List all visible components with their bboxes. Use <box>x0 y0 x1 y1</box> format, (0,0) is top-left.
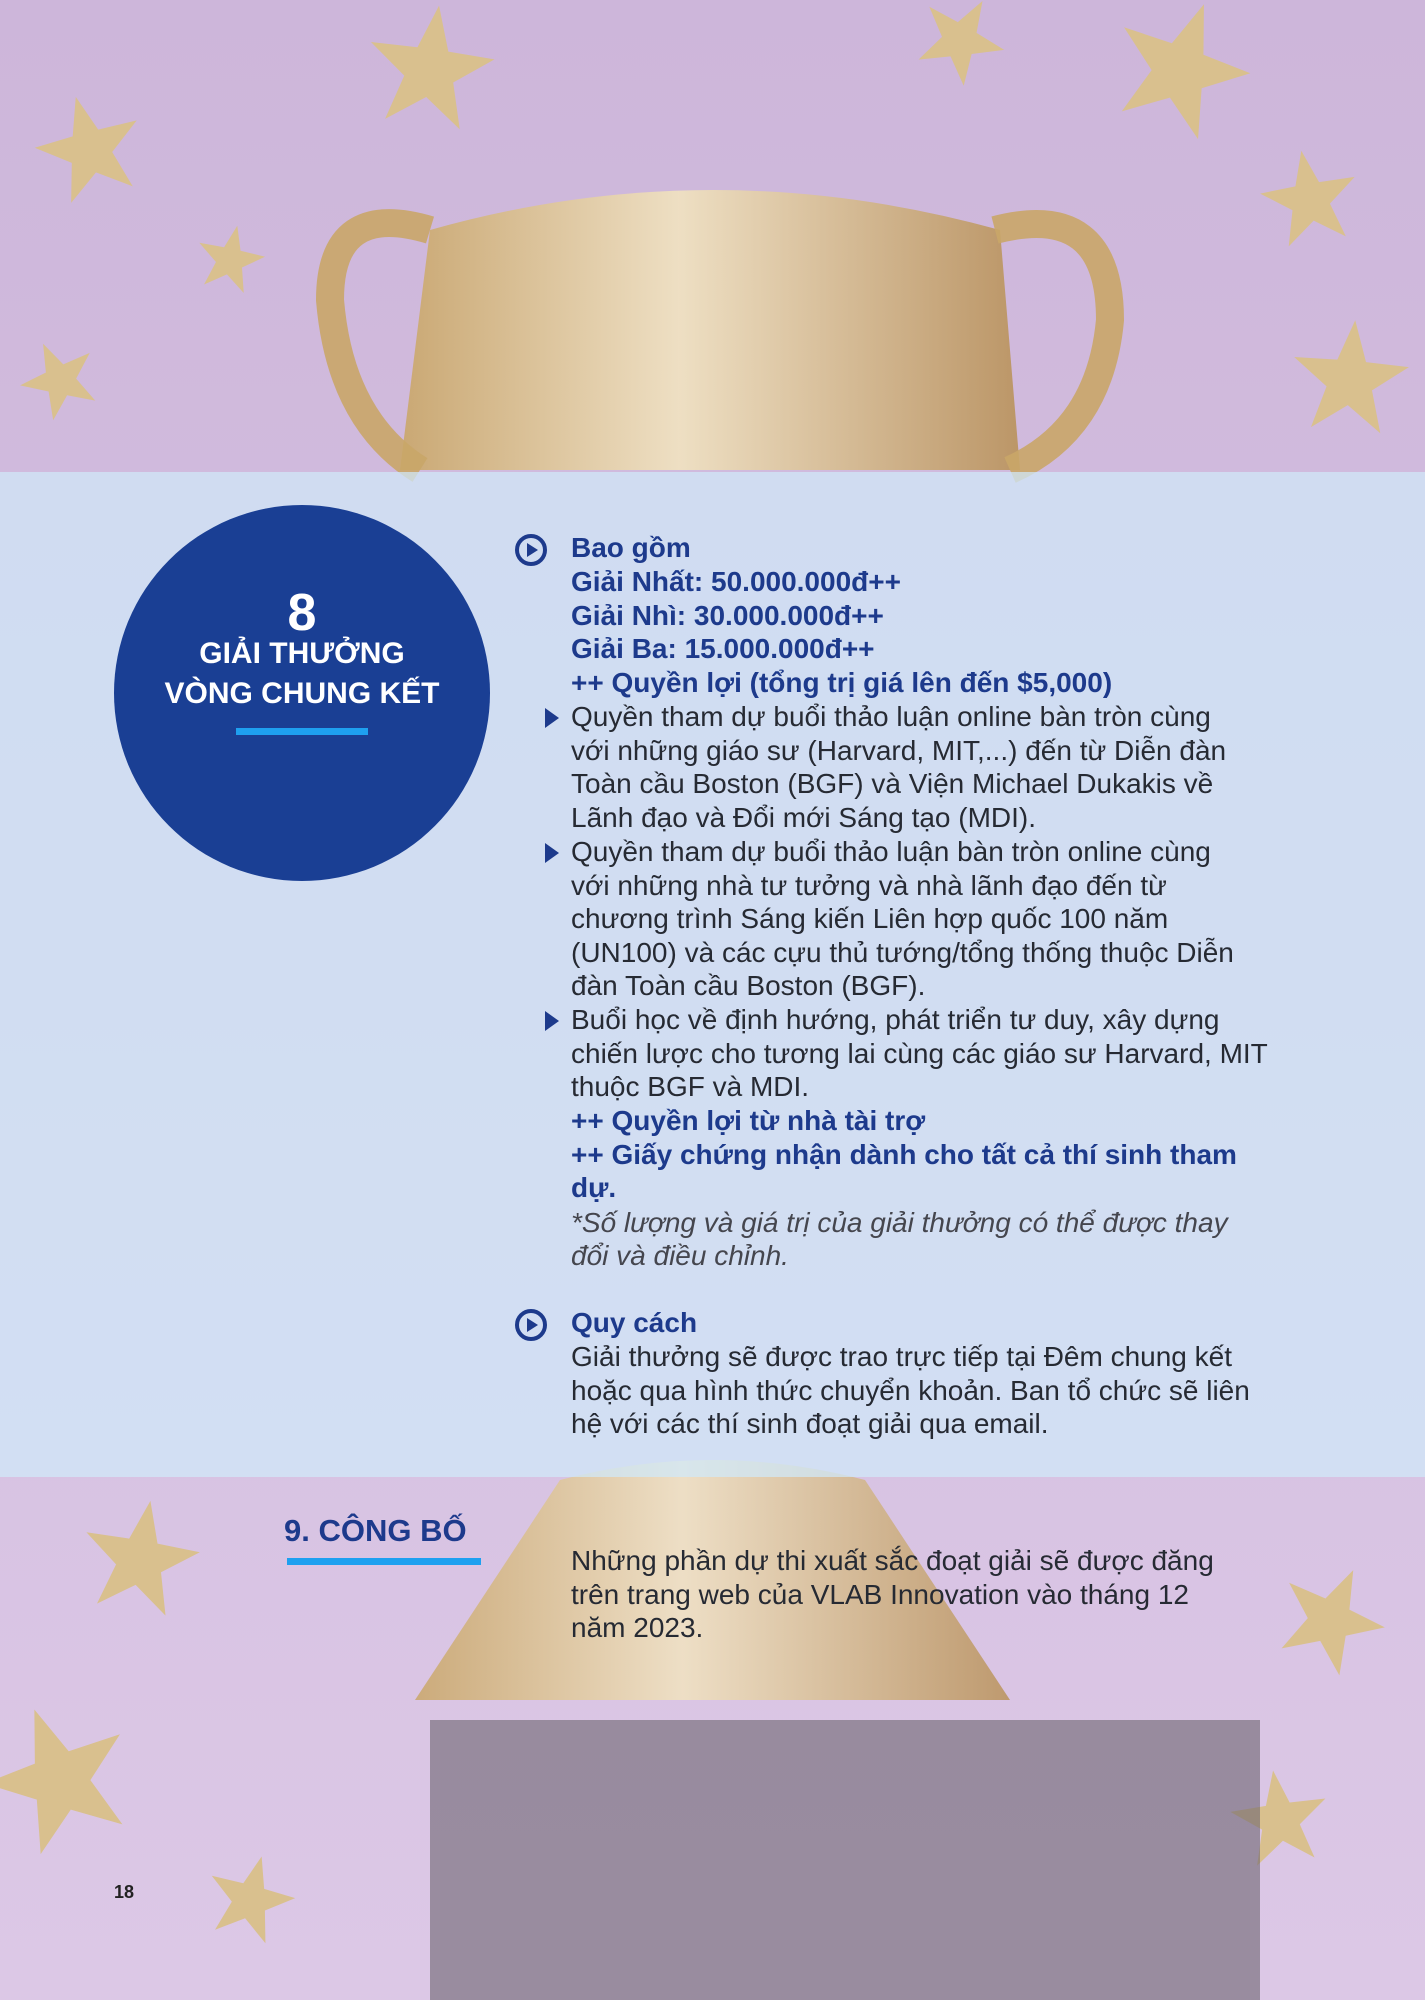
second-prize: Giải Nhì: 30.000.000đ++ <box>571 600 884 631</box>
bullet-triangle-icon <box>545 1011 559 1031</box>
bullet-1-line-1: Quyền tham dự buổi thảo luận online bàn tròn cùng <box>571 701 1211 732</box>
announce-line-1: Những phần dự thi xuất sắc đoạt giải sẽ được đăng <box>571 1545 1214 1576</box>
rules-line-1: Giải thưởng sẽ được trao trực tiếp tại Đêm chung kết <box>571 1341 1233 1372</box>
rules-heading: Quy cách <box>571 1307 698 1338</box>
bullet-3-line-2: chiến lược cho tương lai cùng các giáo sư Harvard, MIT <box>571 1038 1268 1069</box>
note-line-1: *Số lượng và giá trị của giải thưởng có thể được thay <box>571 1207 1228 1238</box>
play-circle-icon <box>514 533 548 567</box>
announce-line-2: trên trang web của VLAB Innovation vào tháng 12 <box>571 1579 1189 1610</box>
certificate-line-1: ++ Giấy chứng nhận dành cho tất cả thí sinh tham <box>571 1139 1237 1170</box>
rules-line-2: hoặc qua hình thức chuyển khoản. Ban tổ chức sẽ liên <box>571 1375 1250 1406</box>
third-prize: Giải Ba: 15.000.000đ++ <box>571 633 875 664</box>
section-9-title: 9. CÔNG BỐ <box>284 1513 467 1548</box>
bullet-2-line-4: (UN100) và các cựu thủ tướng/tổng thống thuộc Diễn <box>571 937 1234 968</box>
announce-line-3: năm 2023. <box>571 1612 704 1643</box>
page-number: 18 <box>114 1882 135 1902</box>
bullet-2-line-2: với những nhà tư tưởng và nhà lãnh đạo đến từ <box>571 870 1167 901</box>
section-number: 8 <box>287 584 317 642</box>
bullet-2-line-5: đàn Toàn cầu Boston (BGF). <box>571 970 926 1001</box>
bullet-triangle-icon <box>545 843 559 863</box>
rules-line-3: hệ với các thí sinh đoạt giải qua email. <box>571 1408 1049 1439</box>
section-9-underline <box>287 1558 481 1565</box>
bullet-3-line-3: thuộc BGF và MDI. <box>571 1071 810 1102</box>
bullet-2-line-1: Quyền tham dự buổi thảo luận bàn tròn online cùng <box>571 836 1211 867</box>
sponsor-benefits: ++ Quyền lợi từ nhà tài trợ <box>571 1105 926 1136</box>
bullet-1-line-3: Toàn cầu Boston (BGF) và Viện Michael Dukakis về <box>571 768 1214 799</box>
certificate-line-2: dự. <box>571 1172 617 1203</box>
bullet-3-line-1: Buổi học về định hướng, phát triển tư duy, xây dựng <box>571 1004 1220 1035</box>
bullet-1-line-2: với những giáo sư (Harvard, MIT,...) đến từ Diễn đàn <box>571 735 1227 766</box>
section-title-line1: GIẢI THƯỞNG <box>199 637 405 670</box>
bullet-1-line-4: Lãnh đạo và Đổi mới Sáng tạo (MDI). <box>571 802 1037 833</box>
section-8-badge <box>114 505 490 881</box>
benefits-line: ++ Quyền lợi (tổng trị giá lên đến $5,000) <box>571 667 1113 698</box>
section-title-line2: VÒNG CHUNG KẾT <box>164 677 440 710</box>
play-circle-icon <box>514 1308 548 1342</box>
first-prize: Giải Nhất: 50.000.000đ++ <box>571 566 901 597</box>
note-line-2: đổi và điều chỉnh. <box>571 1240 789 1271</box>
bullet-2-line-3: chương trình Sáng kiến Liên hợp quốc 100 năm <box>571 903 1169 934</box>
bullet-triangle-icon <box>545 708 559 728</box>
prizes-heading: Bao gồm <box>571 532 691 563</box>
title-underline <box>236 728 368 735</box>
